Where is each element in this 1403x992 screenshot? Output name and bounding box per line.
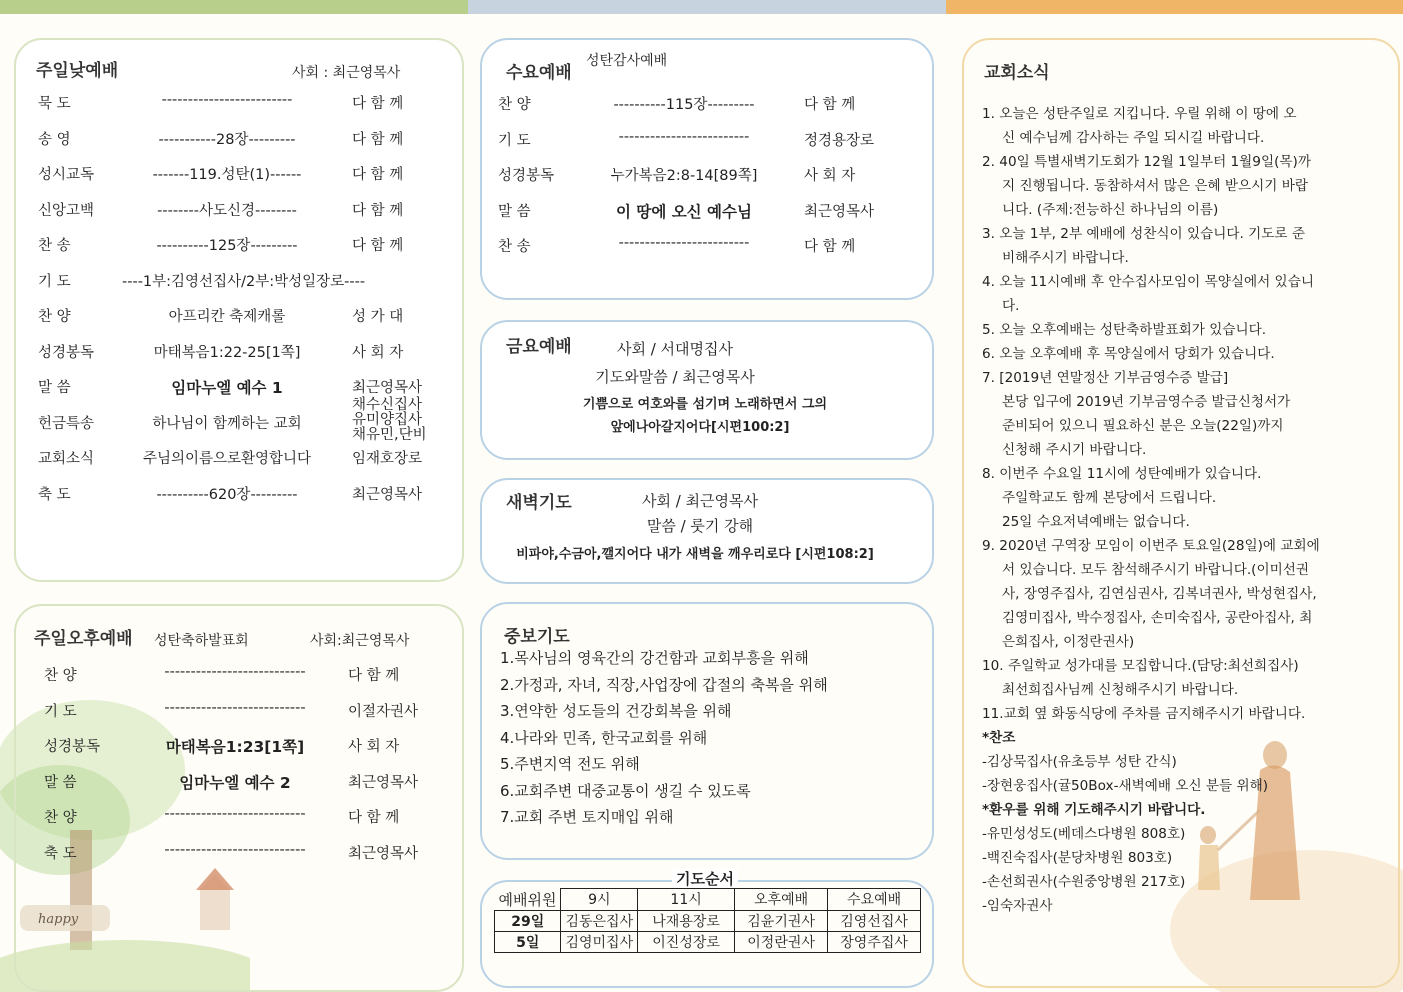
news-line: -손선희권사(수원중앙병원 217호) (982, 874, 1186, 890)
news-line: -임숙자권사 (982, 898, 1053, 914)
news-line: 8. 이번주 수요일 11시에 성탄예배가 있습니다. (982, 466, 1262, 482)
table-header: 11시 (638, 889, 735, 911)
dawn-verse: 비파야,수금아,깰지어다 내가 새벽을 깨우리로다 [시편108:2] (516, 547, 874, 562)
order-leader: 다 함 께 (352, 238, 404, 254)
wednesday-title: 수요예배 (506, 63, 572, 83)
order-content: ------------------------- (618, 128, 750, 145)
intercession-item: 2.가정과, 자녀, 직장,사업장에 갑절의 축복을 위해 (500, 675, 828, 694)
wednesday-subtitle: 성탄감사예배 (586, 53, 668, 69)
order-content: ----------125장--------- (156, 238, 298, 254)
intercession-item: 3.연약한 성도들의 건강회복을 위해 (500, 702, 732, 720)
news-line: 김영미집사, 박수정집사, 손미숙집사, 공란아집사, 최 (1002, 610, 1313, 626)
order-row (44, 664, 444, 688)
friday-title: 금요예배 (506, 337, 572, 357)
sunday-morning-title: 주일낮예배 (36, 61, 119, 81)
order-label: 신앙고백 (38, 202, 95, 219)
top-color-bar-green (0, 0, 468, 14)
order-label: 성경봉독 (38, 344, 95, 361)
news-line: 사, 장영주집사, 김연심권사, 김복녀권사, 박성현집사, (1002, 586, 1317, 602)
table-row (495, 931, 921, 952)
friday-speaker: 기도와말씀 / 최근영목사 (595, 368, 755, 386)
sunday-morning-host: 사회 : 최근영목사 (292, 65, 401, 81)
order-leader: 최근영목사 (348, 774, 419, 791)
order-content: 임마누엘 예수 2 (179, 773, 291, 792)
news-line: 2. 40일 특별새벽기도회가 12월 1일부터 1월9일(목)까 (982, 154, 1311, 170)
order-label: 교회소식 (38, 451, 95, 467)
order-content: --------사도신경-------- (157, 202, 297, 219)
news-line: 11.교회 옆 화동식당에 주차를 금지해주시기 바랍니다. (982, 706, 1306, 722)
order-row (44, 771, 444, 795)
order-leader: 다 함 께 (804, 239, 856, 255)
order-content: ----1부:김영선집사/2부:박성일장로---- (122, 273, 366, 290)
order-row (38, 270, 438, 294)
order-label: 묵 도 (38, 96, 71, 112)
order-label: 찬 양 (44, 810, 77, 826)
order-row (498, 164, 918, 188)
dawn-word: 말씀 / 룻기 강해 (646, 517, 754, 535)
order-content: 하나님이 함께하는 교회 (152, 415, 302, 432)
news-line: 신 예수님께 감사하는 주일 되시길 바랍니다. (1002, 130, 1265, 146)
order-content: --------------------------- (164, 806, 306, 822)
order-content: 이 땅에 오신 예수님 (616, 202, 752, 221)
order-row (38, 396, 438, 443)
intercession-item: 4.나라와 민족, 한국교회를 위해 (500, 728, 708, 747)
table-cell: 29일 (495, 910, 561, 931)
dawn-host: 사회 / 최근영목사 (641, 492, 759, 510)
table-cell: 이정란권사 (735, 931, 828, 952)
order-row (498, 200, 918, 224)
order-content: --------------------------- (164, 841, 306, 858)
top-color-bar-orange (946, 0, 1403, 14)
order-leader: 사 회 자 (352, 344, 404, 361)
order-label: 찬 송 (38, 238, 71, 254)
order-leader: 정경용장로 (804, 132, 875, 149)
order-leader: 최근영목사 (348, 845, 419, 862)
news-line: 주일학교도 함께 본당에서 드립니다. (1002, 490, 1217, 506)
table-header: 예배위원 (498, 890, 557, 909)
table-cell: 김영선집사 (828, 910, 921, 931)
order-content: ----------620장--------- (156, 486, 298, 503)
order-row (44, 842, 444, 866)
news-line: 준비되어 있으니 필요하신 분은 오늘(22일)까지 (1002, 418, 1284, 434)
news-line: -장현웅집사(귤50Box-새벽예배 오신 분들 위해) (982, 778, 1269, 794)
order-row (38, 447, 438, 471)
order-content: ------------------------- (161, 92, 293, 108)
table-cell: 5일 (495, 931, 561, 952)
order-leader: 다 함 께 (804, 97, 856, 113)
friday-host: 사회 / 서대명집사 (616, 340, 734, 358)
top-color-bar-blue (468, 0, 946, 14)
order-content: -----------28장--------- (158, 131, 296, 148)
table-cell: 김윤기권사 (735, 910, 828, 931)
order-row (38, 305, 438, 329)
news-line: 신청해 주시기 바랍니다. (1002, 442, 1147, 458)
order-leader: 사 회 자 (804, 168, 856, 184)
order-content: 임마누엘 예수 1 (171, 379, 283, 397)
news-line: 본당 입구에 2019년 기부금영수증 발급신청서가 (1002, 394, 1291, 410)
sunday-afternoon-box (14, 604, 464, 992)
table-header: 9시 (561, 889, 638, 911)
order-row (38, 234, 438, 258)
order-leader: 다 함 께 (348, 668, 400, 684)
order-leader: 채수신집사 유미양집사 채유민,단비 (352, 396, 427, 443)
news-line: 서 있습니다. 모두 참석해주시기 바랍니다.(이미선권 (1002, 562, 1309, 578)
news-line: 9. 2020년 구역장 모임이 이번주 토요일(28일)에 교회에 (982, 538, 1320, 554)
order-leader: 다 함 께 (348, 810, 400, 826)
order-label: 송 영 (38, 131, 71, 148)
order-label: 축 도 (38, 486, 71, 503)
sunday-afternoon-subtitle: 성탄축하발표회 (154, 633, 249, 649)
order-row (38, 163, 438, 187)
sunday-afternoon-host: 사회:최근영목사 (310, 633, 410, 649)
order-content: 마태복음1:22-25[1쪽] (153, 344, 301, 361)
order-row (498, 129, 918, 153)
news-line: 지 진행됩니다. 동참하셔서 많은 은혜 받으시기 바랍 (1002, 178, 1309, 194)
order-content: ----------115장--------- (613, 97, 755, 113)
news-line: -백진숙집사(분당차병원 803호) (982, 850, 1173, 866)
order-label: 성경봉독 (498, 168, 555, 184)
order-row (44, 700, 444, 724)
order-label: 성경봉독 (44, 739, 101, 755)
news-line: 은희집사, 이정란권사) (1002, 634, 1135, 650)
order-row (44, 735, 444, 759)
news-line: 4. 오늘 11시예배 후 안수집사모임이 목양실에서 있습니 (982, 274, 1314, 290)
order-row (38, 341, 438, 365)
order-leader: 다 함 께 (352, 131, 404, 148)
prayer-order-title: 기도순서 (672, 868, 738, 889)
order-row (38, 128, 438, 152)
order-content: --------------------------- (164, 699, 306, 716)
order-label: 기 도 (498, 132, 531, 149)
intercession-title: 중보기도 (504, 627, 570, 647)
order-leader: 임재호장로 (352, 451, 423, 467)
order-leader: 최근영목사 (352, 486, 423, 503)
prayer-order-table (494, 888, 921, 953)
sunday-afternoon-title: 주일오후예배 (34, 629, 133, 649)
order-label: 찬 양 (498, 97, 531, 113)
news-line: 1. 오늘은 성탄주일로 지킵니다. 우릴 위해 이 땅에 오 (982, 106, 1297, 122)
order-label: 말 씀 (38, 380, 71, 396)
order-label: 말 씀 (498, 203, 531, 220)
order-leader: 최근영목사 (804, 203, 875, 220)
news-line: 비해주시기 바랍니다. (1002, 250, 1129, 266)
order-row (38, 483, 438, 507)
church-news-list (982, 102, 1354, 918)
news-line: 다. (1002, 298, 1020, 314)
news-line: 니다. (주제:전능하신 하나님의 이름) (1002, 202, 1219, 218)
order-row (38, 92, 438, 116)
order-leader: 다 함 께 (352, 96, 404, 112)
news-line: -유민성성도(베데스다병원 808호) (982, 826, 1186, 842)
news-line: 3. 오늘 1부, 2부 예배에 성찬식이 있습니다. 기도로 준 (982, 226, 1305, 242)
order-row (44, 806, 444, 830)
news-line: 최선희집사님께 신청해주시기 바랍니다. (1002, 682, 1239, 698)
order-label: 헌금특송 (38, 415, 95, 432)
order-leader: 성 가 대 (352, 309, 404, 325)
order-label: 축 도 (44, 845, 77, 862)
order-leader: 최근영목사 (352, 380, 423, 396)
news-line: 7. [2019년 연말정산 기부금영수증 발급] (982, 370, 1229, 386)
friday-verse-1: 기쁨으로 여호와를 섬기며 노래하면서 그의 (582, 397, 828, 412)
order-leader: 다 함 께 (352, 167, 404, 183)
table-header: 수요예배 (828, 889, 921, 911)
table-cell: 김영미집사 (561, 931, 638, 952)
order-label: 기 도 (38, 273, 71, 290)
order-label: 기 도 (44, 703, 77, 720)
order-content: 마태복음1:23[1쪽] (165, 738, 305, 756)
order-label: 찬 양 (44, 668, 77, 684)
intercession-item: 7.교회 주변 토지매입 위해 (500, 808, 674, 826)
table-cell: 장영주집사 (828, 931, 921, 952)
order-label: 찬 양 (38, 309, 71, 325)
order-label: 찬 송 (498, 239, 531, 255)
intercession-item: 6.교회주변 대중교통이 생길 수 있도록 (500, 781, 751, 800)
order-content: 누가복음2:8-14[89쪽] (610, 168, 758, 184)
prayer-order-header-row (495, 889, 921, 911)
order-leader: 이절자권사 (348, 703, 419, 720)
news-line: *환우를 위해 기도해주시기 바랍니다. (982, 802, 1206, 818)
order-content: ------------------------- (618, 235, 750, 251)
news-line: 5. 오늘 오후예배는 성탄축하발표회가 있습니다. (982, 322, 1267, 338)
friday-verse-2: 앞에나아갈지어다[시편100:2] (610, 420, 790, 435)
table-row (495, 910, 921, 931)
order-label: 말 씀 (44, 774, 77, 791)
order-row (498, 235, 918, 259)
intercession-item: 1.목사님의 영육간의 강건함과 교회부흥을 위해 (500, 649, 809, 667)
table-header: 오후예배 (735, 889, 828, 911)
news-line: 6. 오늘 오후예배 후 목양실에서 당회가 있습니다. (982, 346, 1275, 362)
dawn-title: 새벽기도 (506, 493, 572, 513)
order-row (38, 199, 438, 223)
table-cell: 나재용장로 (638, 910, 735, 931)
news-line: 25일 수요저녁예배는 없습니다. (1002, 514, 1190, 530)
order-row (498, 93, 918, 117)
news-line: *찬조 (982, 730, 1016, 746)
church-news-title: 교회소식 (984, 63, 1050, 83)
order-content: 아프리칸 축제캐롤 (168, 309, 286, 325)
order-label: 성시교독 (38, 167, 95, 183)
order-content: 주님의이름으로환영합니다 (142, 451, 312, 467)
order-content: --------------------------- (164, 664, 306, 680)
intercession-item: 5.주변지역 전도 위해 (500, 755, 640, 773)
order-leader: 사 회 자 (348, 739, 400, 755)
table-cell: 김동은집사 (561, 910, 638, 931)
table-cell: 이진성장로 (638, 931, 735, 952)
order-content: -------119.성탄(1)------ (152, 167, 302, 183)
news-line: -김상묵집사(유초등부 성탄 간식) (982, 754, 1177, 770)
sign-text: happy (38, 912, 79, 927)
news-line: 10. 주일학교 성가대를 모집합니다.(담당:최선희집사) (982, 658, 1299, 674)
order-leader: 다 함 께 (352, 202, 404, 219)
